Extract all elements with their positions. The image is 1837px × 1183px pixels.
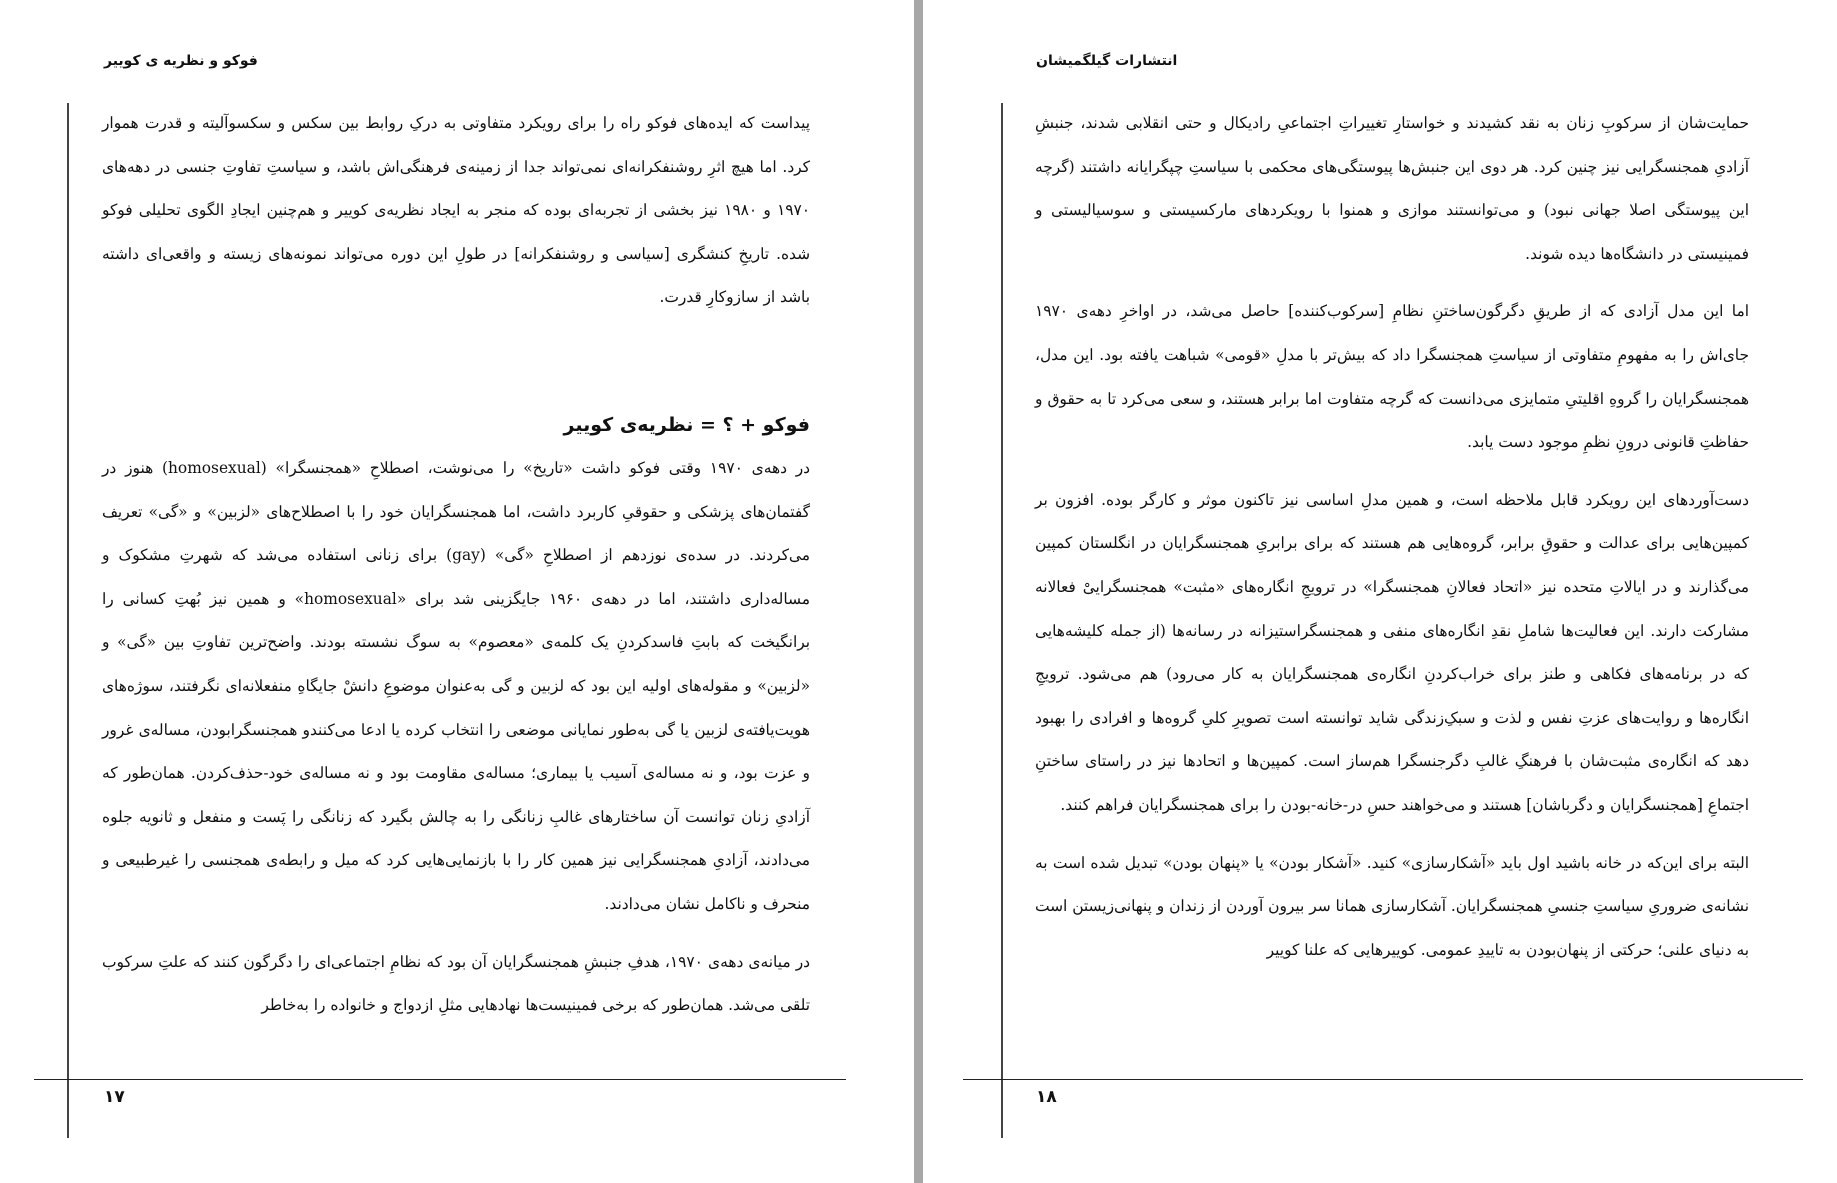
- page-text: [1035, 102, 1749, 986]
- page-number: ۱۸: [1036, 1087, 1057, 1107]
- footer-rule: [963, 1079, 1803, 1080]
- footer-rule: [34, 1079, 846, 1080]
- page-text: [102, 102, 810, 1042]
- paragraph: البته برای این‌که در خانه باشید اول باید «آشکارسازی» کنید. «آشکار بودن» یا «پنهان بودن» تبدیل شده است به نشانه‌ی ضروریِ سیاستِ جنسیِ همجنسگرایان. آشکارسازی همانا سر بیرون آوردن از زندان و پنهانی‌زیستن است به دنیای علنی؛ حرکتی از پنهان‌بودن به تاییدِ عمومی. کوییرهایی که علنا کوییر: [1035, 853, 1749, 959]
- left-page: [0, 0, 914, 1183]
- running-head: فوکو و نظریه ی کوییر: [104, 53, 258, 69]
- spacer: [102, 334, 810, 403]
- paragraph: اما این مدل آزادی که از طریقِ دگرگون‌ساختنِ نظامِ [سرکوب‌کننده] حاصل می‌شد، در اواخرِ دهه‌ی ۱۹۷۰ جای‌اش را به مفهومِ متفاوتی از سیاستِ همجنسگرا داد که بیش‌تر با مدلِ «قومی» شباهت یافته بود. این مدل، همجنسگرایان را گروهِ اقلیتیِ متمایزی می‌دانست که گرچه متفاوت اما برابر هستند، و سعی می‌کرد تا به حقوق و حفاظتِ قانونی درونِ نظمِ موجود دست یابد.: [1035, 302, 1749, 452]
- page-number: ۱۷: [104, 1087, 125, 1107]
- right-page: [923, 0, 1837, 1183]
- paragraph: در دهه‌ی ۱۹۷۰ وقتی فوکو داشت «تاریخ» را می‌نوشت، اصطلاحِ «همجنسگرا» (homosexual) هنوز در گفتمان‌های پزشکی و حقوقیِ کاربرد داشت، اما همجنسگرایان خود را با اصطلاح‌های «لزبین» و «گی» تعریف می‌کردند. در سده‌ی نوزدهم از اصطلاحِ «گی» (gay) برای زنانی استفاده می‌شد که شهرتِ مشکوک و مساله‌داری داشتند، اما در دهه‌ی ۱۹۶۰ جایگزینی شد برای «homosexual» و همین نیز بُهتِ کسانی را برانگیخت که بابتِ فاسدکردنِ یک کلمه‌ی «معصوم» به سوگ نشسته بودند. واضح‌ترین تفاوتِ بین «گی» و «لزبین» و مقوله‌های اولیه این بود که لزبین و گی به‌عنوان موضوعِ دانشْ جایگاهِ منفعلانه‌ای نگرفتند، سوژه‌های هویت‌یافته‌ی لزبین یا گی به‌طور نمایانی موضعی را انتخاب کرده یا ادعا می‌کنندو همجنسگرابودن، مساله‌ی غرور و عزت بود، و نه مساله‌ی آسیب یا بیماری؛ مساله‌ی مقاومت بود و نه مساله‌ی خود-حذف‌کردن. همان‌طور که آزادیِ زنان توانست آن ساختارهای غالبِ زنانگی را به چالش بگیرد که زنانگی را پَست و منفعل و ثانویه جلوه می‌دادند، آزادیِ همجنسگرایی نیز همین کار را با بازنمایی‌هایی کرد که میل و رابطه‌ی همجنسی را غیرطبیعی و منحرف و ناکامل نشان می‌دادند.: [102, 458, 811, 913]
- page-gutter: [914, 0, 923, 1183]
- paragraph: پیداست که ایده‌های فوکو راه را برای رویکرد متفاوتی به درکِ روابط بین سکس و سکسوآلیته و قدرت هموار کرد. اما هیچ اثرِ روشنفکرانه‌ای نمی‌تواند جدا از زمینه‌ی فرهنگی‌اش باشد، و سیاستِ تفاوتِ جنسی در دهه‌های ۱۹۷۰ و ۱۹۸۰ نیز بخشی از تجربه‌ای بوده که منجر به ایجاد نظریه‌ی کوییر و هم‌چنین ایجادِ الگوی تحلیلی فوکو شده. تاریخِ کنشگری [سیاسی و روشنفکرانه] در طولِ این دوره می‌تواند نمونه‌های زیسته و واقعی‌ای داشته باشد از سازوکارِ قدرت.: [102, 114, 811, 307]
- paragraph: در میانه‌ی دهه‌ی ۱۹۷۰، هدفِ جنبشِ همجنسگرایان آن بود که نظامِ اجتماعی‌ای را دگرگون کنند که علتِ سرکوب تلقی می‌شد. همان‌طور که برخی فمینیست‌ها نهادهایی مثلِ ازدواج و خانواده را به‌خاطر: [102, 952, 811, 1015]
- margin-rule: [1001, 103, 1003, 1138]
- paragraph: دست‌آوردهای این رویکرد قابل ملاحظه است، و همین مدلِ اساسی نیز تاکنون موثر و کارگر بوده. افزون بر کمپین‌هایی برای عدالت و حقوقِ برابر، گروه‌هایی هم هستند که برای برابریِ همجنسگرایان در انگلستان کمپین می‌گذارند و در ایالاتِ متحده نیز «اتحاد فعالانِ همجنسگرا» در ترویجِ انگاره‌های «مثبت» همجنسگراییْ فعالانه مشارکت دارند. این فعالیت‌ها شاملِ نقدِ انگاره‌های منفی و همجنسگراستیزانه در رسانه‌ها (از جمله کلیشه‌هایی که در برنامه‌های فکاهی و طنز برای خراب‌کردنِ انگاره‌ی همجنسگرایان به کار می‌رود) هم می‌شود. ترویجِ انگاره‌ها و روایت‌های عزتِ نفس و لذت و سبکِ‌زندگی شاید توانسته است تصویرِ کلیِ گروه‌ها و افرادی را بهبود دهد که انگاره‌ی مثبت‌شان با فرهنگِ غالبِ دگرجنسگرا هم‌ساز است. کمپین‌ها و اتحادها نیز در راستای ساختنِ اجتماعِ [همجنسگرایان و دگرباشان] هستند و می‌خواهند حسِ در-خانه-بودن را برای همجنسگرایان فراهم کنند.: [1035, 490, 1749, 814]
- margin-rule: [67, 103, 69, 1138]
- running-head: انتشارات گیلگمیشان: [1036, 53, 1178, 69]
- paragraph: حمایت‌شان از سرکوبِ زنان به نقد کشیدند و خواستارِ تغییراتِ اجتماعیِ رادیکال و حتی انقلابی شدند، جنبشِ آزادیِ همجنسگرایی نیز چنین کرد. هر دوی این جنبش‌ها پیوستگی‌های محکمی با سیاستِ چپگرایانه داشتند (گرچه این پیوستگی اصلا جهانی نبود) و می‌توانستند موازی و همنوا با رویکردهای مارکسیستی و سوسیالیستی و فمینیستی در دانشگاه‌ها دیده شوند.: [1035, 114, 1749, 263]
- section-heading: فوکو + ؟ = نظریه‌ی کوییر: [563, 413, 810, 436]
